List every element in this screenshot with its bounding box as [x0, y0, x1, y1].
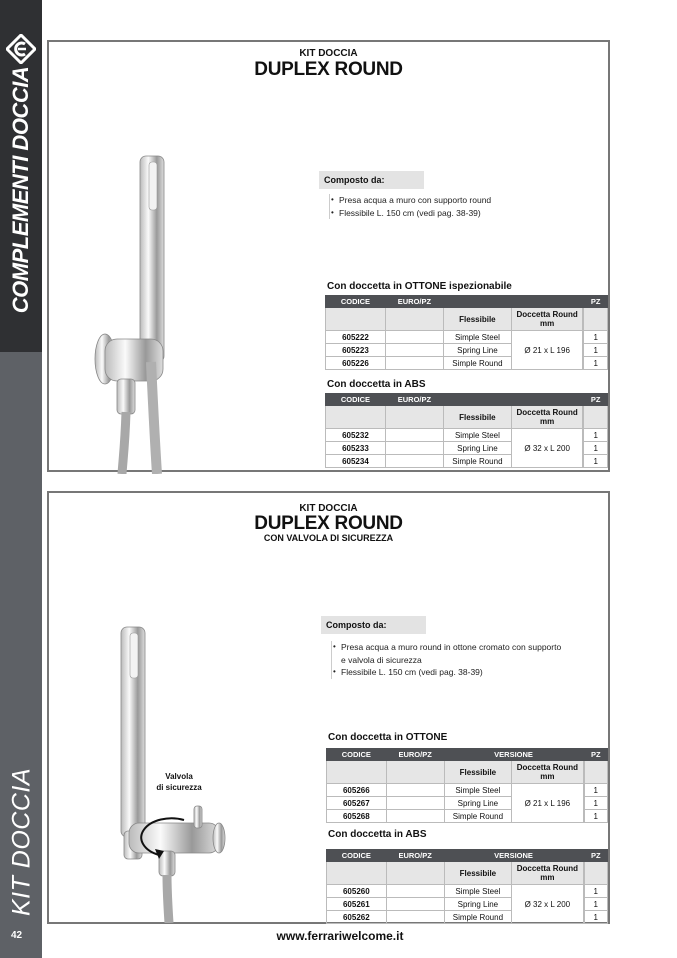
doccetta-size: Ø 21 x L 196: [511, 331, 583, 370]
header-version: VERSIONE: [444, 749, 583, 761]
shower-kit-photo: [89, 154, 179, 474]
composition-list: [329, 194, 569, 219]
subheader-flessibile: Flessibile: [444, 761, 512, 784]
header-codice: CODICE: [326, 394, 386, 406]
footer-website: www.ferrariwelcome.it: [276, 929, 404, 943]
product-table-abs: [325, 393, 608, 468]
product-table-abs: [326, 849, 608, 924]
product-table-ottone: [326, 748, 608, 823]
composition-list: [331, 641, 566, 679]
page-number: 42: [11, 930, 23, 941]
table-row: 605226 Simple Round 1: [326, 357, 608, 370]
header-pz: PZ: [584, 296, 608, 308]
table-row: 605233 Spring Line 1: [326, 442, 608, 455]
brand-logo-icon: [6, 34, 36, 64]
composition-item: • Flessibile L. 150 cm (vedi pag. 38-39): [341, 666, 566, 679]
header-euro: EURO/PZ: [385, 394, 443, 406]
product-title: DUPLEX ROUND: [254, 513, 403, 534]
composition-heading: Composto da:: [319, 171, 424, 189]
subheader-flessibile: Flessibile: [443, 308, 511, 331]
product-table-ottone: [325, 295, 608, 370]
header-codice: CODICE: [327, 749, 387, 761]
table-row: 605266 Simple Steel Ø 21 x L 196 1: [327, 784, 608, 797]
composition-item: • Presa acqua a muro con supporto round: [339, 194, 569, 207]
composition-item: • Presa acqua a muro round in ottone cromato con supporto e valvola di sicurezza: [341, 641, 566, 666]
table-row: 605234 Simple Round 1: [326, 455, 608, 468]
subheader-flessibile: Flessibile: [444, 862, 512, 885]
header-codice: CODICE: [326, 296, 386, 308]
table-title: Con doccetta in OTTONE: [328, 732, 448, 743]
table-title: Con doccetta in OTTONE ispezionabile: [327, 281, 512, 292]
subheader-doccetta: Doccetta Round mm: [512, 862, 583, 885]
header-pz: PZ: [584, 850, 607, 862]
sidebar-category-title: COMPLEMENTI DOCCIA: [8, 66, 33, 314]
table-row: 605260 Simple Steel Ø 32 x L 200 1: [327, 885, 608, 898]
header-euro: EURO/PZ: [386, 850, 444, 862]
header-pz: PZ: [584, 749, 607, 761]
composition-item: • Flessibile L. 150 cm (vedi pag. 38-39): [339, 207, 569, 220]
product-section-duplex-round: [47, 40, 610, 472]
header-euro: EURO/PZ: [385, 296, 443, 308]
table-row: 605223 Spring Line 1: [326, 344, 608, 357]
sidebar-section-title: KIT DOCCIA: [7, 767, 36, 917]
header-pz: PZ: [584, 394, 608, 406]
header-euro: EURO/PZ: [386, 749, 444, 761]
subheader-doccetta: Doccetta Round mm: [511, 308, 583, 331]
table-title: Con doccetta in ABS: [328, 829, 427, 840]
table-row: 605261 Spring Line 1: [327, 898, 608, 911]
table-row: 605222 Simple Steel Ø 21 x L 196 1: [326, 331, 608, 344]
table-title: Con doccetta in ABS: [327, 379, 426, 390]
table-row: 605268 Simple Round 1: [327, 810, 608, 823]
product-section-duplex-round-valvola: [47, 491, 610, 924]
subheader-doccetta: Doccetta Round mm: [511, 406, 583, 429]
product-subtitle: CON VALVOLA DI SICUREZZA: [263, 533, 394, 543]
kit-label: KIT DOCCIA: [299, 503, 358, 514]
doccetta-size: Ø 21 x L 196: [512, 784, 583, 823]
sidebar-top-band: [0, 0, 42, 352]
header-codice: CODICE: [327, 850, 387, 862]
header-version: [443, 296, 582, 308]
kit-label: KIT DOCCIA: [299, 48, 358, 59]
sidebar: [0, 0, 42, 958]
doccetta-size: Ø 32 x L 200: [511, 429, 583, 468]
doccetta-size: Ø 32 x L 200: [512, 885, 583, 924]
subheader-flessibile: Flessibile: [443, 406, 511, 429]
header-version: VERSIONE: [444, 850, 583, 862]
header-version: [443, 394, 582, 406]
composition-heading: Composto da:: [321, 616, 426, 634]
product-title: DUPLEX ROUND: [254, 59, 403, 80]
subheader-doccetta: Doccetta Round mm: [512, 761, 583, 784]
table-row: 605267 Spring Line 1: [327, 797, 608, 810]
table-row: 605262 Simple Round 1: [327, 911, 608, 924]
table-row: 605232 Simple Steel Ø 32 x L 200 1: [326, 429, 608, 442]
valve-label: Valvola di sicurezza: [156, 772, 202, 792]
